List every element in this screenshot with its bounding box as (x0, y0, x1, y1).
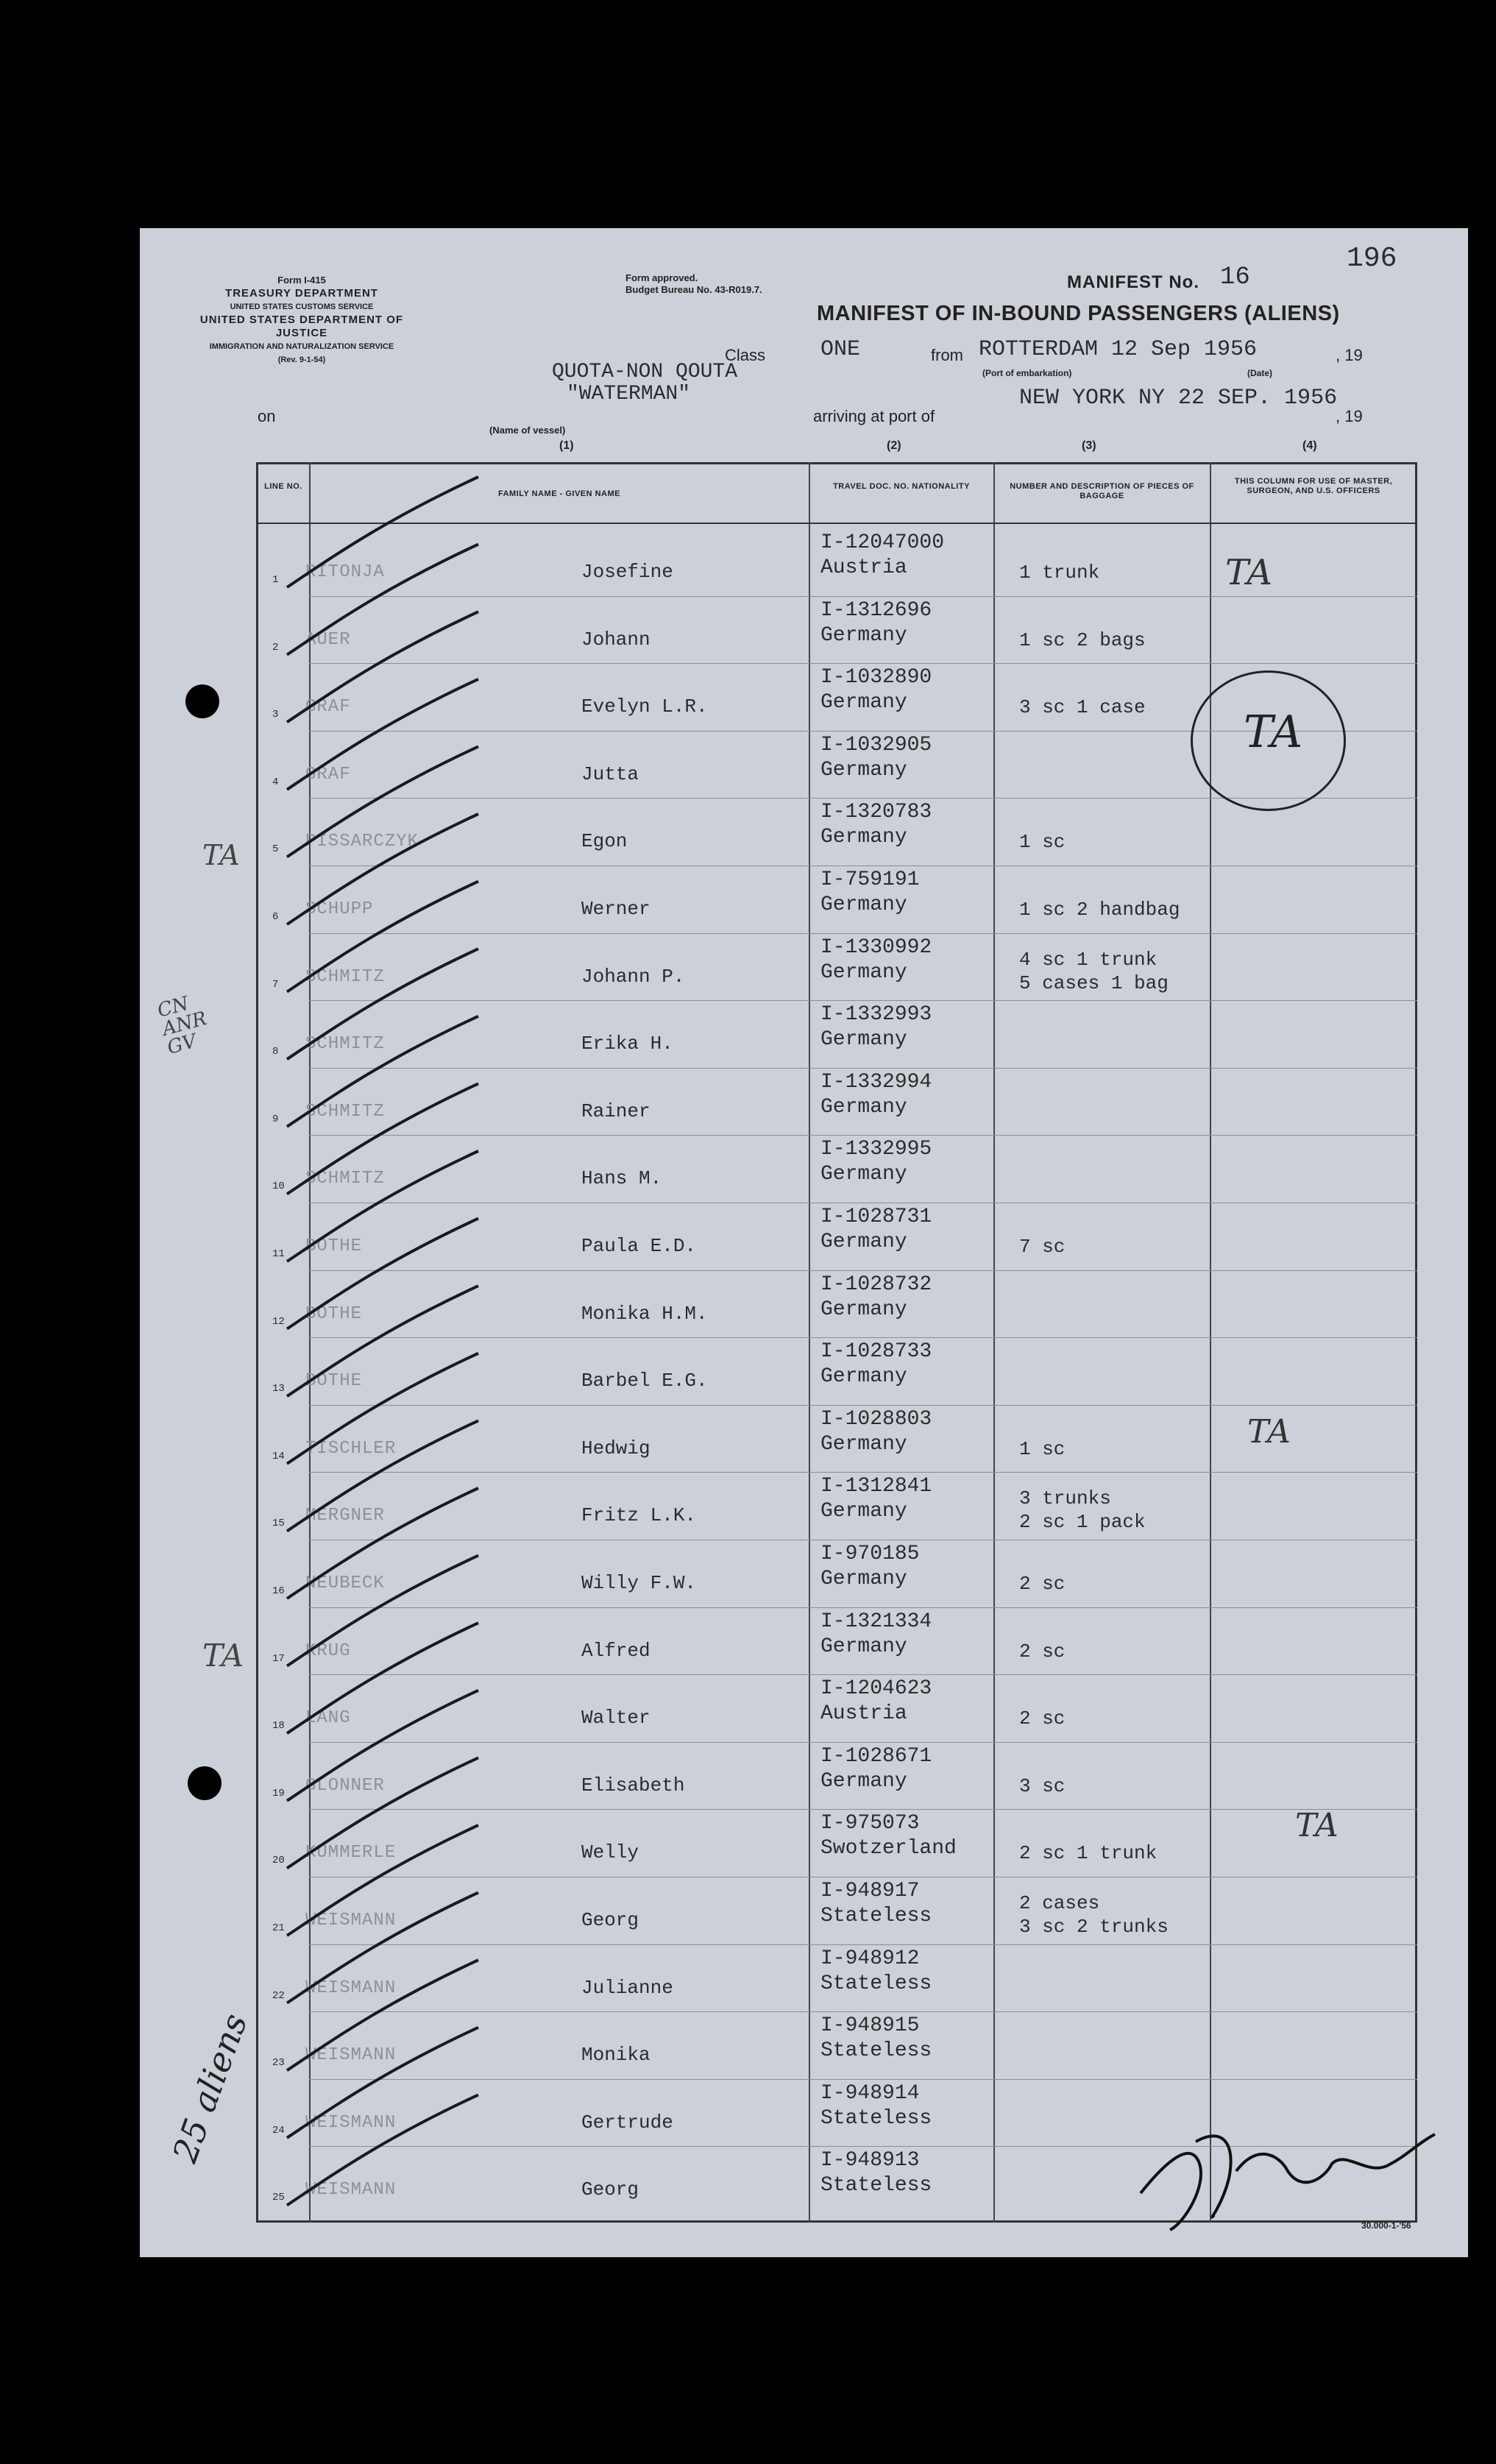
check-stroke (287, 746, 478, 857)
family-name: GLONNER (305, 1775, 385, 1796)
line-number: 23 (272, 2057, 285, 2070)
travel-doc-number: I-948912 (820, 1947, 920, 1970)
nationality: Stateless (820, 1972, 932, 1995)
header-travel-doc: TRAVEL DOC. NO. NATIONALITY (833, 482, 970, 491)
given-name: Jutta (581, 762, 639, 785)
punch-hole (185, 684, 219, 718)
line-number: 18 (272, 1720, 285, 1732)
check-stroke (287, 882, 478, 992)
check-stroke (287, 2095, 478, 2205)
check-stroke (287, 1420, 478, 1531)
travel-doc-number: I-948914 (820, 2081, 920, 2105)
travel-doc-number: I-1332993 (820, 1003, 932, 1027)
family-name: SCHMITZ (305, 1034, 385, 1055)
ta-mark-circled: TA (1244, 707, 1303, 758)
given-name: Erika H. (581, 1033, 673, 1055)
baggage-line-1: 2 sc (1019, 1707, 1066, 1730)
ta-mark: TA (1295, 1807, 1339, 1844)
given-name: Monika (581, 2044, 650, 2067)
nationality: Germany (820, 826, 907, 849)
baggage-line-1: 7 sc (1019, 1236, 1066, 1258)
approved-text: Form approved. (625, 272, 698, 283)
column-2-number: (2) (887, 439, 901, 452)
baggage-line-2: 5 cases 1 bag (1019, 971, 1169, 994)
given-name: Hans M. (581, 1167, 662, 1190)
nationality: Germany (820, 1769, 907, 1793)
form-id: Form I-415 (277, 275, 326, 286)
given-name: Paula E.D. (581, 1235, 697, 1257)
baggage-line-1: 3 trunks (1019, 1487, 1111, 1510)
given-name: Alfred (581, 1639, 650, 1662)
given-name: Gertrude (581, 2111, 673, 2134)
line-number: 22 (272, 1989, 285, 2002)
page-number: 196 (1347, 243, 1397, 275)
given-name: Julianne (581, 1976, 673, 1999)
family-name: KUMMERLE (305, 1843, 397, 1863)
check-stroke (287, 545, 478, 655)
family-name: PISSARCZYK (305, 832, 419, 852)
given-name: Evelyn L.R. (581, 695, 708, 718)
travel-doc-number: I-948917 (820, 1880, 920, 1902)
family-name: WEISMANN (305, 2112, 397, 2133)
check-stroke (287, 1825, 478, 1936)
check-stroke (287, 1353, 478, 1464)
check-stroke (287, 1623, 478, 1733)
family-name: GRAF (305, 764, 351, 785)
nationality: Germany (820, 960, 907, 984)
travel-doc-number: I-1320783 (820, 801, 932, 824)
line-number: 8 (272, 1046, 279, 1058)
travel-doc-number: I-1032905 (820, 733, 932, 757)
nationality: Germany (820, 623, 907, 647)
column-1-number: (1) (559, 439, 574, 452)
line-number: 16 (272, 1585, 285, 1597)
nationality: Stateless (820, 2106, 932, 2130)
class-label: Class (725, 346, 766, 364)
nationality: Germany (820, 758, 907, 782)
baggage-line-1: 1 sc 2 bags (1019, 629, 1146, 651)
travel-doc-number: I-1312841 (820, 1475, 932, 1498)
line-number: 21 (272, 1922, 285, 1934)
from-label: from (931, 346, 963, 364)
given-name: Barbel E.G. (581, 1370, 708, 1392)
column-4-number: (4) (1302, 439, 1317, 452)
baggage-line-1: 2 sc 1 trunk (1019, 1842, 1158, 1865)
check-stroke (287, 1757, 478, 1868)
given-name: Josefine (581, 561, 673, 583)
manifest-page (140, 228, 1468, 2257)
family-name: KRUG (305, 1640, 351, 1661)
travel-doc-number: I-1204623 (820, 1677, 932, 1701)
nationality: Germany (820, 1095, 907, 1119)
nationality: Germany (820, 1365, 907, 1389)
travel-doc-number: I-970185 (820, 1543, 920, 1565)
family-name: WEISMANN (305, 1978, 397, 1998)
line-number: 19 (272, 1787, 285, 1799)
margin-initials: CN ANR GV (155, 992, 210, 1059)
line-number: 14 (272, 1450, 285, 1462)
header-line-no: LINE NO. (264, 482, 302, 491)
family-name: MERGNER (305, 1506, 385, 1526)
check-stroke (287, 1219, 478, 1329)
check-stroke (287, 1016, 478, 1127)
nationality: Austria (820, 1702, 907, 1726)
line-number: 1 (272, 574, 279, 586)
line-number: 6 (272, 911, 279, 923)
baggage-line-1: 3 sc 1 case (1019, 696, 1146, 719)
travel-doc-number: I-1028803 (820, 1407, 932, 1431)
baggage-line-1: 1 trunk (1019, 562, 1100, 584)
line-number: 7 (272, 978, 279, 991)
ta-mark: TA (1225, 552, 1273, 593)
travel-doc-number: I-759191 (820, 868, 920, 891)
nationality: Stateless (820, 2039, 932, 2063)
alien-count-note: 25 aliens (164, 2008, 255, 2168)
given-name: Willy F.W. (581, 1572, 697, 1594)
line-number: 15 (272, 1518, 285, 1530)
check-stroke (287, 1893, 478, 2003)
header-name: FAMILY NAME - GIVEN NAME (497, 489, 621, 498)
nationality: Austria (820, 556, 907, 579)
nationality: Stateless (820, 2174, 932, 2198)
arriving-label: arriving at port of (813, 407, 935, 425)
nationality: Germany (820, 1028, 907, 1052)
family-name: BOTHE (305, 1303, 363, 1324)
vessel-sublabel: (Name of vessel) (489, 425, 566, 436)
family-name: BOTHE (305, 1371, 363, 1392)
embarkation-port-date: ROTTERDAM 12 Sep 1956 (979, 337, 1258, 362)
nationality: Germany (820, 1298, 907, 1321)
baggage-line-1: 2 sc (1019, 1640, 1066, 1663)
check-stroke (287, 2028, 478, 2138)
given-name: Elisabeth (581, 1774, 685, 1796)
year-suffix-2: , 19 (1336, 407, 1363, 425)
baggage-line-1: 4 sc 1 trunk (1019, 948, 1158, 971)
nationality: Germany (820, 691, 907, 715)
line-number: 9 (272, 1113, 279, 1125)
check-stroke (287, 1691, 478, 1801)
line-number: 20 (272, 1855, 285, 1867)
family-name: BOTHE (305, 1236, 363, 1256)
nationality: Germany (820, 1568, 907, 1590)
line-number: 12 (272, 1315, 285, 1328)
year-suffix-1: , 19 (1336, 346, 1363, 364)
line-number: 13 (272, 1383, 285, 1395)
baggage-line-1: 1 sc (1019, 1437, 1066, 1460)
given-name: Welly (581, 1841, 639, 1864)
given-name: Walter (581, 1707, 650, 1730)
manifest-title: MANIFEST OF IN-BOUND PASSENGERS (ALIENS) (817, 302, 1340, 325)
line-number: 11 (272, 1248, 285, 1260)
nationality: Germany (820, 1635, 907, 1658)
baggage-line-2: 2 sc 1 pack (1019, 1511, 1146, 1534)
check-stroke (287, 1556, 478, 1666)
given-name: Werner (581, 898, 650, 920)
travel-doc-number: I-1332995 (820, 1138, 932, 1161)
travel-doc-number: I-1032890 (820, 666, 932, 690)
vessel-name: "WATERMAN" (567, 383, 691, 406)
check-stroke (287, 477, 478, 587)
given-name: Johann (581, 628, 650, 651)
ta-mark-margin: TA (202, 839, 240, 871)
line-number: 25 (272, 2192, 285, 2204)
manifest-number-label: MANIFEST No. (1067, 272, 1199, 292)
arrival-port-date: NEW YORK NY 22 SEP. 1956 (1019, 386, 1338, 411)
check-stroke (287, 1083, 478, 1194)
form-revision: (Rev. 9-1-54) (277, 355, 326, 364)
nationality: Germany (820, 893, 907, 916)
given-name: Fritz L.K. (581, 1504, 697, 1527)
family-name: SCHMITZ (305, 1169, 385, 1189)
given-name: Hedwig (581, 1437, 650, 1459)
family-name: AUER (305, 629, 351, 650)
baggage-line-1: 3 sc (1019, 1774, 1066, 1797)
line-number: 5 (272, 843, 279, 856)
travel-doc-number: I-1330992 (820, 935, 932, 959)
nationality: Swotzerland (820, 1837, 957, 1861)
class-value: ONE (820, 337, 861, 362)
nationality: Germany (820, 1163, 907, 1186)
header-officers: THIS COLUMN FOR USE OF MASTER, SURGEON, AND U.S. OFFICERS (1234, 477, 1393, 495)
family-name: WEISMANN (305, 1911, 397, 1930)
check-stroke (287, 679, 478, 790)
nationality: Stateless (820, 1905, 932, 1927)
baggage-line-1: 2 cases (1019, 1892, 1100, 1914)
treasury-dept: TREASURY DEPARTMENT (225, 287, 378, 300)
baggage-line-1: 1 sc 2 handbag (1019, 899, 1180, 921)
family-name: SCHUPP (305, 899, 374, 919)
family-name: LANG (305, 1708, 351, 1729)
travel-doc-number: I-12047000 (820, 531, 945, 554)
check-stroke (287, 1488, 478, 1599)
travel-doc-number: I-948913 (820, 2149, 920, 2173)
nationality: Germany (820, 1231, 907, 1253)
form-print-code: 30.000-1-'56 (1361, 2220, 1411, 2231)
family-name: GRAF (305, 697, 351, 718)
line-number: 2 (272, 641, 279, 654)
family-name: NEUBECK (305, 1573, 385, 1593)
baggage-line-1: 1 sc (1019, 831, 1066, 854)
given-name: Johann P. (581, 965, 685, 988)
customs-service: UNITED STATES CUSTOMS SERVICE (230, 302, 374, 311)
check-stroke (287, 1960, 478, 2070)
justice-dept: UNITED STATES DEPARTMENT OF JUSTICE (199, 314, 404, 339)
ta-mark-margin: TA (202, 1638, 244, 1674)
line-number: 10 (272, 1180, 285, 1193)
travel-doc-number: I-1028732 (820, 1272, 932, 1296)
line-number: 17 (272, 1652, 285, 1665)
nationality: Germany (820, 1500, 907, 1523)
port-sublabel: (Port of embarkation) (982, 368, 1072, 378)
nationality: Germany (820, 1432, 907, 1456)
family-name: WEISMANN (305, 2180, 397, 2201)
given-name: Georg (581, 2178, 639, 2201)
punch-hole (188, 1766, 221, 1800)
line-number: 4 (272, 776, 279, 788)
ins-service: IMMIGRATION AND NATURALIZATION SERVICE (209, 342, 394, 351)
given-name: Rainer (581, 1100, 650, 1122)
check-stroke (287, 1151, 478, 1261)
given-name: Monika H.M. (581, 1302, 708, 1325)
check-stroke (287, 814, 478, 924)
baggage-line-1: 2 sc (1019, 1573, 1066, 1595)
check-stroke (287, 1286, 478, 1396)
budget-bureau: Budget Bureau No. 43-R019.7. (625, 284, 762, 295)
check-stroke (287, 949, 478, 1059)
officer-signature (1126, 2097, 1442, 2237)
line-number: 24 (272, 2124, 285, 2136)
family-name: TISCHLER (305, 1438, 397, 1459)
vessel-quota: QUOTA-NON QOUTA (552, 361, 738, 383)
check-stroke (287, 612, 478, 722)
baggage-line-2: 3 sc 2 trunks (1019, 1916, 1169, 1938)
family-name: RITONJA (305, 562, 385, 582)
given-name: Georg (581, 1909, 639, 1931)
handwritten-checkmarks (140, 228, 1468, 2257)
travel-doc-number: I-948915 (820, 2014, 920, 2038)
header-baggage: NUMBER AND DESCRIPTION OF PIECES OF BAGGAGE (1010, 482, 1194, 500)
travel-doc-number: I-1332994 (820, 1070, 932, 1094)
travel-doc-number: I-1028731 (820, 1206, 932, 1228)
manifest-number: 16 (1220, 263, 1250, 291)
line-number: 3 (272, 709, 279, 721)
travel-doc-number: I-975073 (820, 1812, 920, 1835)
travel-doc-number: I-1312696 (820, 598, 932, 622)
given-name: Egon (581, 830, 628, 853)
on-label: on (258, 407, 276, 425)
family-name: SCHMITZ (305, 966, 385, 987)
travel-doc-number: I-1028671 (820, 1744, 932, 1768)
travel-doc-number: I-1321334 (820, 1610, 932, 1633)
column-3-number: (3) (1082, 439, 1096, 452)
ta-mark: TA (1247, 1413, 1291, 1451)
family-name: SCHMITZ (305, 1101, 385, 1122)
travel-doc-number: I-1028733 (820, 1340, 932, 1364)
date-sublabel: (Date) (1247, 368, 1273, 378)
family-name: WEISMANN (305, 2045, 397, 2066)
